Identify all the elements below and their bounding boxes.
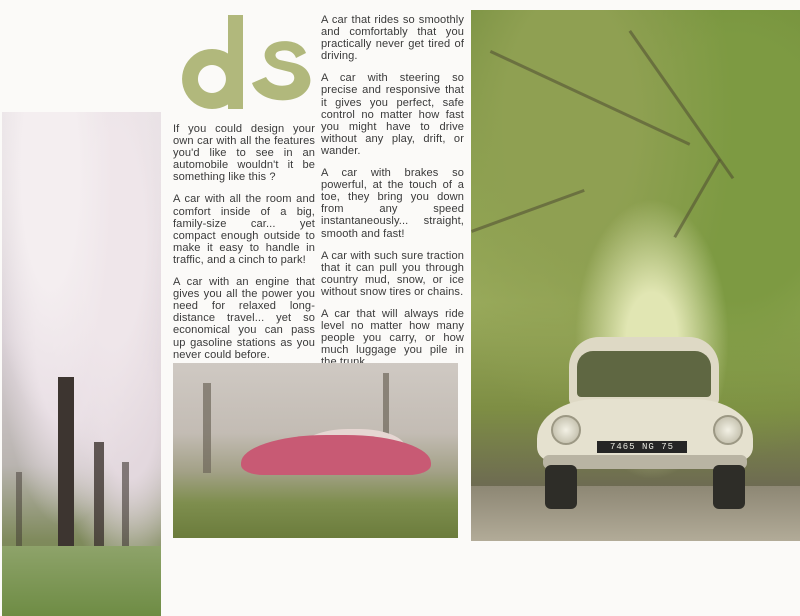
car-on-forest-road-photo bbox=[471, 10, 800, 541]
license-plate: 7465 NG 75 bbox=[597, 441, 687, 453]
pink-car-meadow-photo bbox=[173, 363, 458, 538]
paragraph: A car with an engine that gives you all the power you need for relaxed long-distance travel... yet so economical you can pass up gasoline stations as you never could before. bbox=[173, 276, 315, 361]
ds-logo bbox=[174, 15, 314, 111]
blossom-orchard-photo bbox=[2, 112, 161, 616]
body-text-column-left bbox=[173, 123, 315, 371]
paragraph: A car that will always ride level no matter how many people you carry, or how much luggage you pile in bbox=[321, 307, 464, 357]
paragraph: A car with brakes so powerful, at the touch of a toe, they bring you down from any speed instantaneously... straight, smooth and fast! bbox=[321, 167, 464, 240]
paragraph: A car with steering so precise and responsive that it gives you perfect, safe control no matter how fast you might have to drive without any play, drift, or wander. bbox=[321, 72, 464, 157]
paragraph: A car that rides so smoothly and comfortably that you practically never get tired of driving. bbox=[321, 14, 464, 63]
citroen-ds-car bbox=[537, 337, 753, 511]
body-text-column-right bbox=[321, 14, 464, 378]
paragraph: A car with all the room and comfort inside of a big, family-size car... yet compact enough outside to make it easy to handle in traffic, and a cinch to park! bbox=[173, 193, 315, 266]
paragraph: If you could design your own car with all the features you'd like to see in an automobile wouldn't it be something like this ? bbox=[173, 123, 315, 184]
paragraph: A car with such sure traction that it can pull you through country mud, snow, or ice without snow tires or chains. bbox=[321, 249, 464, 298]
